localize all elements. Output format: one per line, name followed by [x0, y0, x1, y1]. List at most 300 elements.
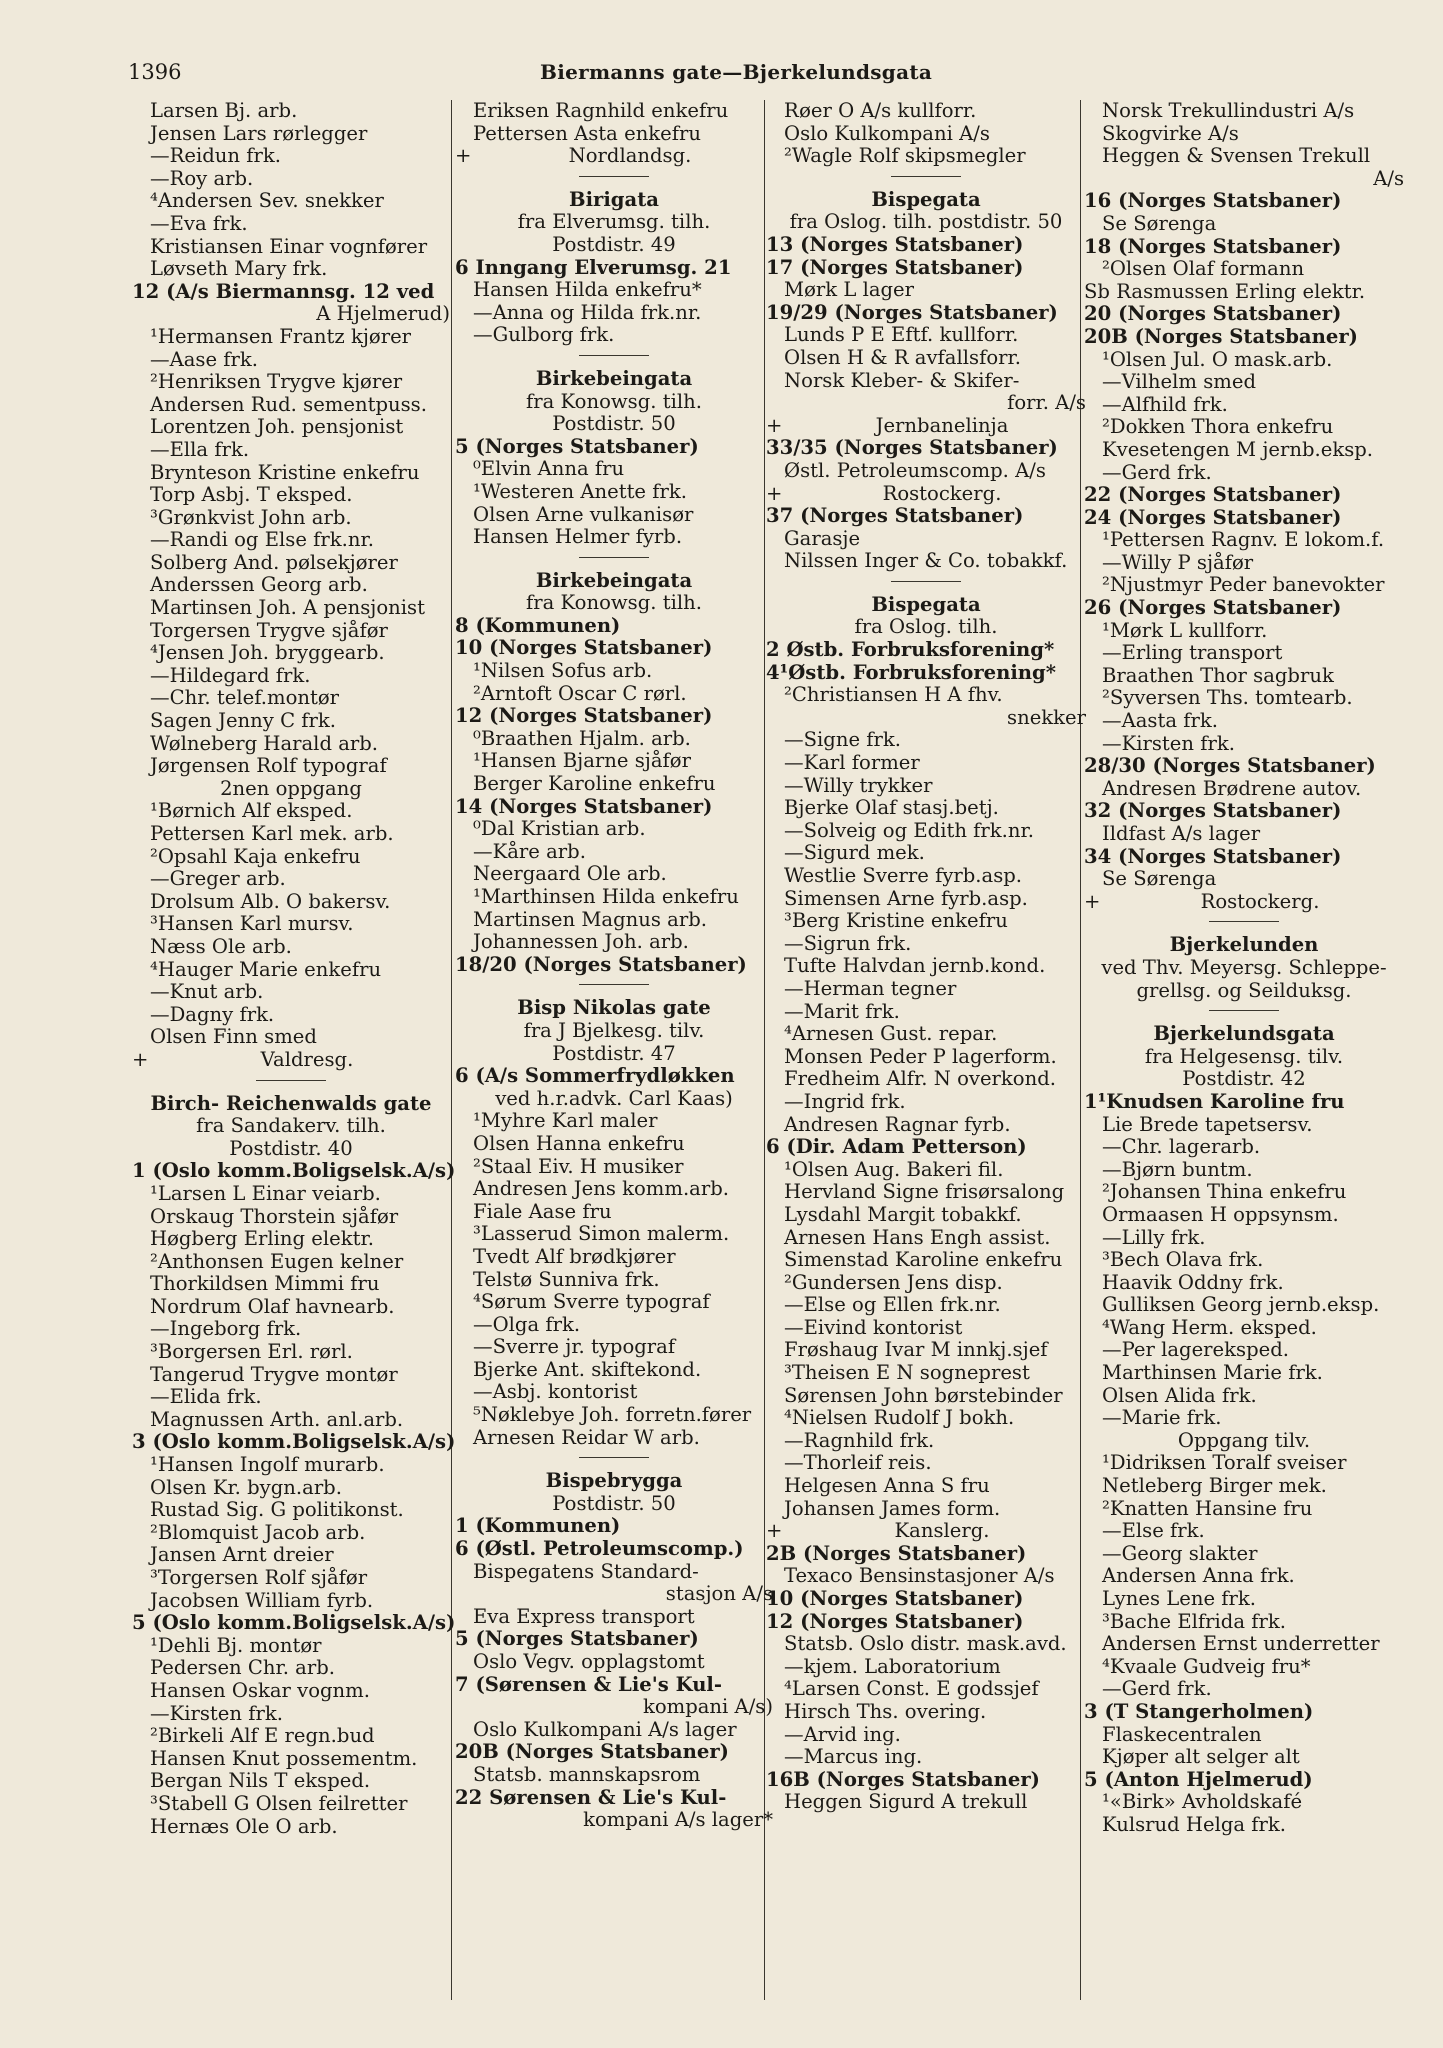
resident-entry: —Kåre arb. [473, 839, 586, 863]
resident-entry: Brynteson Kristine enkefru [150, 460, 420, 484]
resident-entry: ⁰Dal Kristian arb. [473, 817, 646, 841]
directory-column-2 [455, 100, 773, 1832]
cross-street-marker-icon: + [766, 413, 783, 437]
resident-entry: Arnesen Hans Engh assist. [784, 1225, 1051, 1249]
resident-entry: snekker [1007, 705, 1086, 729]
house-number-entry: 1 (Kommunen) [455, 1514, 621, 1538]
resident-entry: —Georg slakter [1102, 1541, 1258, 1565]
resident-entry: —Karl former [784, 751, 920, 775]
house-number-entry: 17 (Norges Statsbaner) [766, 255, 1024, 279]
resident-entry: ¹Westeren Anette frk. [473, 479, 687, 503]
section-divider [1209, 1010, 1279, 1011]
resident-entry: Johansen James form. [784, 1496, 1001, 1520]
resident-entry: —Willy P sjåfør [1102, 550, 1254, 574]
resident-entry: Braathen Thor sagbruk [1102, 663, 1334, 687]
resident-entry: —Knut arb. [150, 980, 264, 1004]
resident-entry: Østl. Petroleumscomp. A/s [784, 458, 1046, 482]
resident-entry: Bjerke Olaf stasj.betj. [784, 796, 999, 820]
resident-entry: ³Berg Kristine enkefru [784, 909, 1008, 933]
resident-entry: Mørk L lager [784, 278, 915, 302]
cross-street-label: Jernbanelinja [875, 413, 1009, 437]
resident-entry: Martinsen Joh. A pensjonist [150, 596, 425, 620]
resident-entry: ⁰Braathen Hjalm. arb. [473, 726, 691, 750]
directory-column-3 [766, 100, 1086, 1814]
resident-entry: ³Lasserud Simon malerm. [473, 1222, 730, 1246]
resident-entry: —Hildegard frk. [150, 663, 311, 687]
house-number-entry: 33/35 (Norges Statsbaner) [766, 436, 1058, 460]
resident-entry: Pettersen Karl mek. arb. [150, 822, 394, 845]
house-number-entry: 20 (Norges Statsbaner) [1084, 302, 1342, 326]
resident-entry: Sagen Jenny C frk. [150, 709, 337, 733]
resident-entry: ⁴Sørum Sverre typograf [473, 1290, 710, 1314]
house-number-entry: 22 Sørensen & Lie's Kul- [455, 1785, 727, 1809]
resident-entry: Skogvirke A/s [1102, 121, 1239, 145]
resident-entry: forr. A/s [1007, 391, 1086, 415]
resident-entry: —Thorleif reis. [784, 1451, 932, 1475]
resident-entry: Se Sørenga [1102, 211, 1217, 235]
resident-entry: ¹Myhre Karl maler [473, 1109, 658, 1133]
house-number-entry: 26 (Norges Statsbaner) [1084, 596, 1342, 620]
resident-entry: Bergan Nils T eksped. [150, 1769, 371, 1793]
resident-entry: ¹Børnich Alf eksped. [150, 799, 353, 823]
resident-entry: Magnussen Arth. anl.arb. [150, 1407, 404, 1431]
resident-entry: —Marie frk. [1102, 1406, 1222, 1430]
resident-entry: fra Oslog. tilh. postdistr. 50 [789, 210, 1063, 234]
resident-entry: —Alfhild frk. [1102, 392, 1228, 416]
resident-entry: —Arvid ing. [784, 1722, 901, 1746]
resident-entry: Olsen Arne vulkanisør [473, 502, 694, 526]
resident-entry: Jørgensen Rolf typograf [150, 754, 387, 778]
resident-entry: —Chr. telef.montør [150, 686, 340, 710]
resident-entry: ⁰Elvin Anna fru [473, 457, 625, 481]
resident-entry: —Erling transport [1102, 641, 1283, 665]
cross-street-marker-icon: + [766, 481, 783, 505]
resident-entry: Simensen Arne fyrb.asp. [784, 886, 1028, 910]
resident-entry: ³Hansen Karl mursv. [150, 912, 354, 936]
resident-entry: —Lilly frk. [1102, 1225, 1206, 1249]
house-number-entry: 5 (Norges Statsbaner) [455, 434, 699, 458]
section-divider [579, 355, 649, 356]
resident-entry: ³Bache Elfrida frk. [1102, 1609, 1286, 1633]
section-divider [891, 581, 961, 582]
cross-street-label: Rostockerg. [1200, 889, 1320, 913]
resident-entry: Nordrum Olaf havnearb. [150, 1294, 395, 1318]
resident-entry: ³Torgersen Rolf sjåfør [150, 1566, 368, 1589]
resident-entry: Olsen Kr. bygn.arb. [150, 1475, 342, 1499]
resident-entry: Gulliksen Georg jernb.eksp. [1102, 1293, 1380, 1317]
cross-street-marker-icon: + [132, 1047, 149, 1071]
resident-entry: fra Elverumsg. tilh. [517, 210, 711, 234]
resident-entry: Oslo Kulkompani A/s [784, 121, 990, 145]
house-number-entry: 5 (Norges Statsbaner) [455, 1627, 699, 1651]
resident-entry: —Per lagereksped. [1102, 1338, 1289, 1362]
house-number-entry: 28/30 (Norges Statsbaner) [1084, 754, 1376, 778]
resident-entry: ⁴Kvaale Gudveig fru* [1102, 1654, 1311, 1678]
resident-entry: Olsen Hanna enkefru [473, 1131, 685, 1155]
resident-entry: ¹Dehli Bj. montør [150, 1633, 322, 1657]
resident-entry: grellsg. og Seilduksg. [1136, 978, 1352, 1002]
resident-entry: —Olga frk. [473, 1312, 581, 1336]
resident-entry: —Solveig og Edith frk.nr. [784, 818, 1034, 842]
resident-entry: Andersen Ernst underretter [1102, 1632, 1380, 1656]
house-number-entry: 14 (Norges Statsbaner) [455, 794, 713, 818]
cross-street-line [455, 145, 773, 168]
resident-entry: Høgberg Erling elektr. [150, 1227, 374, 1251]
resident-entry: Westlie Sverre fyrb.asp. [784, 864, 1023, 887]
resident-entry: Lie Brede tapetsersv. [1102, 1112, 1313, 1136]
street-heading: Birkebeingata [535, 366, 693, 390]
resident-entry: fra Oslog. tilh. [854, 615, 998, 639]
house-number-entry: 10 (Norges Statsbaner) [455, 636, 713, 660]
cross-street-marker-icon: + [1084, 889, 1101, 913]
resident-entry: fra J Bjelkesg. tilv. [523, 1018, 705, 1042]
resident-entry: Oslo Kulkompani A/s lager [473, 1717, 737, 1741]
house-number-entry: 20B (Norges Statsbaner) [455, 1740, 729, 1764]
resident-entry: —Gulborg frk. [473, 323, 615, 347]
resident-entry: Postdistr. 47 [552, 1041, 676, 1065]
resident-entry: kompani A/s) [642, 1695, 773, 1719]
house-number-entry: 34 (Norges Statsbaner) [1084, 844, 1342, 868]
resident-entry: —Gerd frk. [1102, 1677, 1212, 1701]
resident-entry: Andresen Ragnar fyrb. [784, 1112, 1011, 1136]
resident-entry: ved Thv. Meyersg. Schleppe- [1101, 955, 1387, 979]
house-number-entry: 8 (Kommunen) [455, 613, 621, 637]
resident-entry: Netleberg Birger mek. [1102, 1474, 1327, 1498]
resident-entry: —Kirsten frk. [150, 1701, 283, 1725]
resident-entry: Sb Rasmussen Erling elektr. [1084, 279, 1366, 303]
resident-entry: Pedersen Chr. arb. [150, 1656, 336, 1680]
resident-entry: ²Anthonsen Eugen kelner [150, 1249, 404, 1273]
resident-entry: stasjon A/s [665, 1582, 773, 1606]
resident-entry: Bispegatens Standard- [473, 1559, 699, 1583]
resident-entry: Postdistr. 50 [552, 412, 676, 436]
resident-entry: Haavik Oddny frk. [1102, 1270, 1284, 1294]
resident-entry: Berger Karoline enkefru [473, 772, 716, 796]
resident-entry: Pettersen Asta enkefru [473, 121, 702, 145]
resident-entry: Hernæs Ole O arb. [150, 1814, 338, 1838]
resident-entry: —Chr. lagerarb. [1102, 1135, 1261, 1159]
resident-entry: Helgesen Anna S fru [784, 1474, 990, 1498]
cross-street-label: Kanslerg. [894, 1519, 990, 1543]
resident-entry: ¹Olsen Jul. O mask.arb. [1102, 347, 1333, 371]
section-divider [579, 176, 649, 177]
cross-street-label: Valdresg. [260, 1047, 354, 1071]
resident-entry: ²Henriksen Trygve kjører [150, 370, 403, 394]
resident-entry: Eva Express transport [473, 1604, 695, 1628]
resident-entry: Statsb. Oslo distr. mask.avd. [784, 1632, 1067, 1656]
cross-street-line [132, 1049, 450, 1072]
street-heading: Bispegata [871, 187, 981, 211]
house-number-entry: 3 (Oslo komm.Boligselsk.A/s) [132, 1430, 456, 1454]
resident-entry: ²Birkeli Alf E regn.bud [150, 1724, 375, 1748]
resident-entry: ⁴Arnesen Gust. repar. [784, 1022, 998, 1046]
resident-entry: Oslo Vegv. opplagstomt [473, 1650, 705, 1673]
resident-entry: Jansen Arnt dreier [150, 1543, 334, 1567]
house-number-entry: 4¹Østb. Forbruksforening* [766, 660, 1056, 684]
resident-entry: Lorentzen Joh. pensjonist [150, 415, 404, 439]
resident-entry: Postdistr. 42 [1182, 1067, 1306, 1091]
house-number-entry: 6 (Dir. Adam Petterson) [766, 1135, 1027, 1159]
resident-entry: Garasje [784, 526, 861, 550]
resident-entry: fra Sandakerv. tilh. [196, 1114, 386, 1138]
cross-street-line [766, 415, 1086, 438]
resident-entry: Flaskecentralen [1102, 1722, 1262, 1746]
resident-entry: Ildfast A/s lager [1102, 822, 1261, 845]
resident-entry: —Ingeborg frk. [150, 1317, 302, 1341]
resident-entry: Andresen Brødrene autov. [1102, 776, 1362, 800]
house-number-entry: 6 (A/s Sommerfrydløkken [455, 1064, 735, 1088]
resident-entry: Kjøper alt selger alt [1102, 1745, 1300, 1769]
resident-entry: ⁴Larsen Const. E godssjef [784, 1677, 1039, 1701]
house-number-entry: 12 (Norges Statsbaner) [766, 1609, 1024, 1633]
resident-entry: —Ella frk. [150, 437, 250, 461]
resident-entry: ³Theisen E N sogneprest [784, 1361, 1030, 1385]
resident-entry: —Herman tegner [784, 976, 957, 1000]
resident-entry: Andersen Anna frk. [1102, 1564, 1295, 1588]
house-number-entry: 18 (Norges Statsbaner) [1084, 234, 1342, 258]
house-number-entry: 19/29 (Norges Statsbaner) [766, 300, 1058, 324]
resident-entry: —Aasta frk. [1102, 709, 1218, 733]
cross-street-marker-icon: + [766, 1519, 783, 1543]
street-heading: Bispegata [871, 592, 981, 616]
resident-entry: Norsk Trekullindustri A/s [1102, 99, 1355, 122]
resident-entry: ¹Didriksen Toralf sveiser [1102, 1451, 1347, 1475]
resident-entry: ¹Hansen Ingolf murarb. [150, 1453, 385, 1477]
street-heading: Birigata [569, 187, 659, 211]
resident-entry: ²Dokken Thora enkefru [1102, 415, 1334, 439]
resident-entry: ⁴Wang Herm. eksped. [1102, 1315, 1317, 1339]
cross-street-label: Nordlandsg. [568, 144, 692, 168]
house-number-entry: 3 (T Stangerholmen) [1084, 1699, 1314, 1723]
resident-entry: Monsen Peder P lagerform. [784, 1044, 1057, 1068]
resident-entry: Andersen Rud. sementpuss. [150, 392, 427, 416]
resident-entry: Postdistr. 50 [552, 1491, 676, 1515]
resident-entry: Johannessen Joh. arb. [473, 930, 689, 954]
resident-entry: —Bjørn buntm. [1102, 1157, 1253, 1181]
resident-entry: Larsen Bj. arb. [150, 99, 298, 122]
resident-entry: —Ingrid frk. [784, 1089, 906, 1113]
resident-entry: —Aase frk. [150, 347, 259, 371]
resident-entry: —Asbj. kontorist [473, 1380, 638, 1404]
resident-entry: —Gerd frk. [1102, 460, 1212, 484]
resident-entry: —kjem. Laboratorium [784, 1654, 1001, 1678]
house-number-entry: 37 (Norges Statsbaner) [766, 504, 1024, 528]
resident-entry: Nilssen Inger & Co. tobakkf. [784, 549, 1068, 573]
resident-entry: ²Njustmyr Peder banevokter [1102, 573, 1385, 597]
resident-entry: ¹Hermansen Frantz kjører [150, 324, 412, 348]
resident-entry: Solberg And. pølsekjører [150, 550, 398, 574]
resident-entry: ²Johansen Thina enkefru [1102, 1180, 1347, 1204]
resident-entry: Texaco Bensinstasjoner A/s [784, 1564, 1055, 1588]
resident-entry: —Vilhelm smed [1102, 370, 1256, 394]
resident-entry: Statsb. mannskapsrom [473, 1762, 701, 1786]
cross-street-line [1084, 891, 1404, 914]
resident-entry: ²Wagle Rolf skipsmegler [784, 144, 1026, 168]
resident-entry: Hansen Oskar vognm. [150, 1678, 370, 1702]
resident-entry: ³Bech Olava frk. [1102, 1248, 1264, 1272]
house-number-entry: 16B (Norges Statsbaner) [766, 1767, 1040, 1791]
resident-entry: Martinsen Magnus arb. [473, 907, 707, 931]
house-number-entry: 10 (Norges Statsbaner) [766, 1587, 1024, 1610]
resident-entry: —Eva frk. [150, 211, 248, 235]
resident-entry: Hansen Knut possementm. [150, 1746, 418, 1770]
resident-entry: —Signe frk. [784, 728, 901, 752]
resident-entry: —Reidun frk. [150, 144, 281, 168]
section-divider [579, 1457, 649, 1458]
resident-entry: Tangerud Trygve montør [150, 1362, 398, 1386]
resident-entry: Wølneberg Harald arb. [150, 731, 379, 755]
resident-entry: ⁵Nøklebye Joh. forretn.fører [473, 1403, 752, 1427]
resident-entry: —Sigurd mek. [784, 841, 925, 865]
house-number-entry: 2B (Norges Statsbaner) [766, 1541, 1027, 1565]
house-number-entry: 13 (Norges Statsbaner) [766, 232, 1024, 256]
running-head: Biermanns gate—Bjerkelundsgata [540, 60, 933, 84]
resident-entry: A/s [1373, 166, 1404, 190]
resident-entry: —Sverre jr. typograf [473, 1335, 676, 1359]
cross-street-marker-icon: + [455, 144, 472, 168]
resident-entry: —Ragnhild frk. [784, 1428, 935, 1452]
resident-entry: ¹«Birk» Avholdskafé [1102, 1790, 1303, 1814]
resident-entry: Postdistr. 40 [229, 1136, 353, 1160]
resident-entry: Kvesetengen M jernb.eksp. [1102, 437, 1374, 461]
cross-street-line [766, 483, 1086, 506]
resident-entry: Orskaug Thorstein sjåfør [150, 1204, 399, 1228]
resident-entry: ²Opsahl Kaja enkefru [150, 844, 361, 868]
house-number-entry: 20B (Norges Statsbaner) [1084, 324, 1358, 348]
resident-entry: ¹Olsen Aug. Bakeri fil. [784, 1157, 1004, 1181]
house-number-entry: 6 Inngang Elverumsg. 21 [455, 255, 732, 279]
resident-entry: Olsen Finn smed [150, 1025, 317, 1049]
street-heading: Bispebrygga [545, 1469, 683, 1493]
resident-entry: ²Christiansen H A fhv. [784, 683, 1003, 707]
section-divider [1209, 921, 1279, 922]
resident-entry: —Dagny frk. [150, 1002, 275, 1026]
resident-entry: Olsen Alida frk. [1102, 1383, 1257, 1407]
resident-entry: Hansen Hilda enkefru* [473, 278, 702, 302]
house-number-entry: 1¹Knudsen Karoline fru [1084, 1089, 1345, 1113]
directory-column-4 [1084, 100, 1404, 1837]
resident-entry: Frøshaug Ivar M innkj.sjef [784, 1338, 1048, 1362]
resident-entry: —Marit frk. [784, 999, 900, 1023]
resident-entry: Hansen Helmer fyrb. [473, 525, 683, 549]
resident-entry: ⁴Andersen Sev. snekker [150, 189, 384, 213]
resident-entry: —Else frk. [1102, 1519, 1205, 1543]
resident-entry: ²Arntoft Oscar C rørl. [473, 681, 687, 705]
resident-entry: ²Syversen Ths. tomtearb. [1102, 686, 1353, 710]
resident-entry: —Kirsten frk. [1102, 731, 1235, 755]
house-number-entry: 12 (A/s Biermannsg. 12 ved [132, 279, 435, 303]
resident-entry: ved h.r.advk. Carl Kaas) [495, 1086, 733, 1110]
resident-entry: Tvedt Alf brødkjører [473, 1244, 676, 1268]
resident-entry: Lysdahl Margit tobakkf. [784, 1202, 1022, 1226]
resident-entry: ⁴Hauger Marie enkefru [150, 957, 382, 981]
resident-entry: A Hjelmerud) [316, 302, 450, 326]
resident-entry: Torgersen Trygve sjåfør [150, 618, 388, 642]
house-number-entry: 32 (Norges Statsbaner) [1084, 799, 1342, 823]
resident-entry: fra Konowsg. tilh. [526, 389, 702, 413]
house-number-entry: 12 (Norges Statsbaner) [455, 704, 713, 728]
resident-entry: Jacobsen William fyrb. [150, 1588, 374, 1612]
resident-entry: ¹Pettersen Ragnv. E lokom.f. [1102, 528, 1385, 552]
column-separator [451, 100, 452, 2000]
resident-entry: Thorkildsen Mimmi fru [150, 1272, 380, 1296]
house-number-entry: 2 Østb. Forbruksforening* [766, 638, 1055, 662]
resident-entry: Jensen Lars rørlegger [150, 121, 368, 145]
resident-entry: ²Gundersen Jens disp. [784, 1270, 1003, 1294]
resident-entry: ¹Larsen L Einar veiarb. [150, 1181, 381, 1205]
resident-entry: Sørensen John børstebinder [784, 1383, 1063, 1407]
resident-entry: ¹Marthinsen Hilda enkefru [473, 885, 739, 908]
resident-entry: Torp Asbj. T eksped. [150, 483, 353, 507]
resident-entry: fra Helgesensg. tilv. [1144, 1044, 1344, 1068]
house-number-entry: 16 (Norges Statsbaner) [1084, 189, 1342, 213]
resident-entry: Tufte Halvdan jernb.kond. [784, 954, 1046, 978]
resident-entry: Fredheim Alfr. N overkond. [784, 1067, 1056, 1091]
street-heading: Birch- Reichenwalds gate [150, 1091, 432, 1115]
resident-entry: ²Olsen Olaf formann [1102, 257, 1305, 281]
house-number-entry: 7 (Sørensen & Lie's Kul- [455, 1672, 723, 1696]
resident-entry: Olsen H & R avfallsforr. [784, 345, 1021, 369]
resident-entry: —Marcus ing. [784, 1745, 923, 1769]
resident-entry: Telstø Sunniva frk. [473, 1267, 660, 1291]
resident-entry: 2nen oppgang [220, 776, 362, 800]
page-number: 1396 [128, 60, 182, 84]
resident-entry: Oppgang tilv. [1177, 1428, 1311, 1452]
street-heading: Bjerkelunden [1169, 933, 1319, 957]
house-number-entry: 24 (Norges Statsbaner) [1084, 505, 1342, 529]
resident-entry: Bjerke Ant. skiftekond. [473, 1357, 702, 1381]
resident-entry: Drolsum Alb. O bakersv. [150, 889, 391, 913]
resident-entry: ¹Hansen Bjarne sjåfør [473, 749, 691, 773]
section-divider [256, 1080, 326, 1081]
cross-street-label: Rostockerg. [882, 481, 1002, 505]
resident-entry: Lynes Lene frk. [1102, 1587, 1257, 1610]
resident-entry: —Roy arb. [150, 166, 254, 190]
house-number-entry: 1 (Oslo komm.Boligselsk.A/s) [132, 1159, 456, 1183]
section-divider [891, 176, 961, 177]
house-number-entry: 6 (Østl. Petroleumscomp.) [455, 1537, 744, 1561]
resident-entry: Heggen Sigurd A trekull [784, 1790, 1028, 1814]
resident-entry: —Else og Ellen frk.nr. [784, 1293, 1001, 1317]
resident-entry: —Greger arb. [150, 867, 286, 891]
resident-entry: kompani A/s lager* [583, 1808, 773, 1832]
resident-entry: Andresen Jens komm.arb. [473, 1177, 730, 1201]
house-number-entry: 5 (Anton Hjelmerud) [1084, 1767, 1313, 1791]
resident-entry: Heggen & Svensen Trekull [1102, 144, 1371, 168]
house-number-entry: 18/20 (Norges Statsbaner) [455, 952, 747, 976]
resident-entry: Hervland Signe frisørsalong [784, 1180, 1065, 1204]
resident-entry: Norsk Kleber- & Skifer- [784, 368, 1020, 392]
resident-entry: Eriksen Ragnhild enkefru [473, 99, 729, 122]
resident-entry: —Eivind kontorist [784, 1315, 963, 1339]
resident-entry: —Willy trykker [784, 773, 933, 797]
resident-entry: ³Stabell G Olsen feilretter [150, 1791, 408, 1815]
resident-entry: —Sigrun frk. [784, 931, 912, 955]
resident-entry: —Anna og Hilda frk.nr. [473, 300, 702, 324]
house-number-entry: 22 (Norges Statsbaner) [1084, 483, 1342, 507]
resident-entry: Lunds P E Eftf. kullforr. [784, 323, 1019, 347]
house-number-entry: 5 (Oslo komm.Boligselsk.A/s) [132, 1611, 456, 1635]
resident-entry: ²Blomquist Jacob arb. [150, 1520, 366, 1544]
resident-entry: Kulsrud Helga frk. [1102, 1812, 1287, 1836]
resident-entry: Fiale Aase fru [473, 1199, 612, 1223]
resident-entry: ¹Mørk L kullforr. [1102, 618, 1268, 642]
resident-entry: ⁴Nielsen Rudolf J bokh. [784, 1406, 1015, 1430]
resident-entry: Kristiansen Einar vognfører [150, 234, 428, 258]
resident-entry: ²Staal Eiv. H musiker [473, 1154, 684, 1178]
resident-entry: Næss Ole arb. [150, 934, 292, 958]
street-heading: Birkebeingata [535, 568, 693, 592]
